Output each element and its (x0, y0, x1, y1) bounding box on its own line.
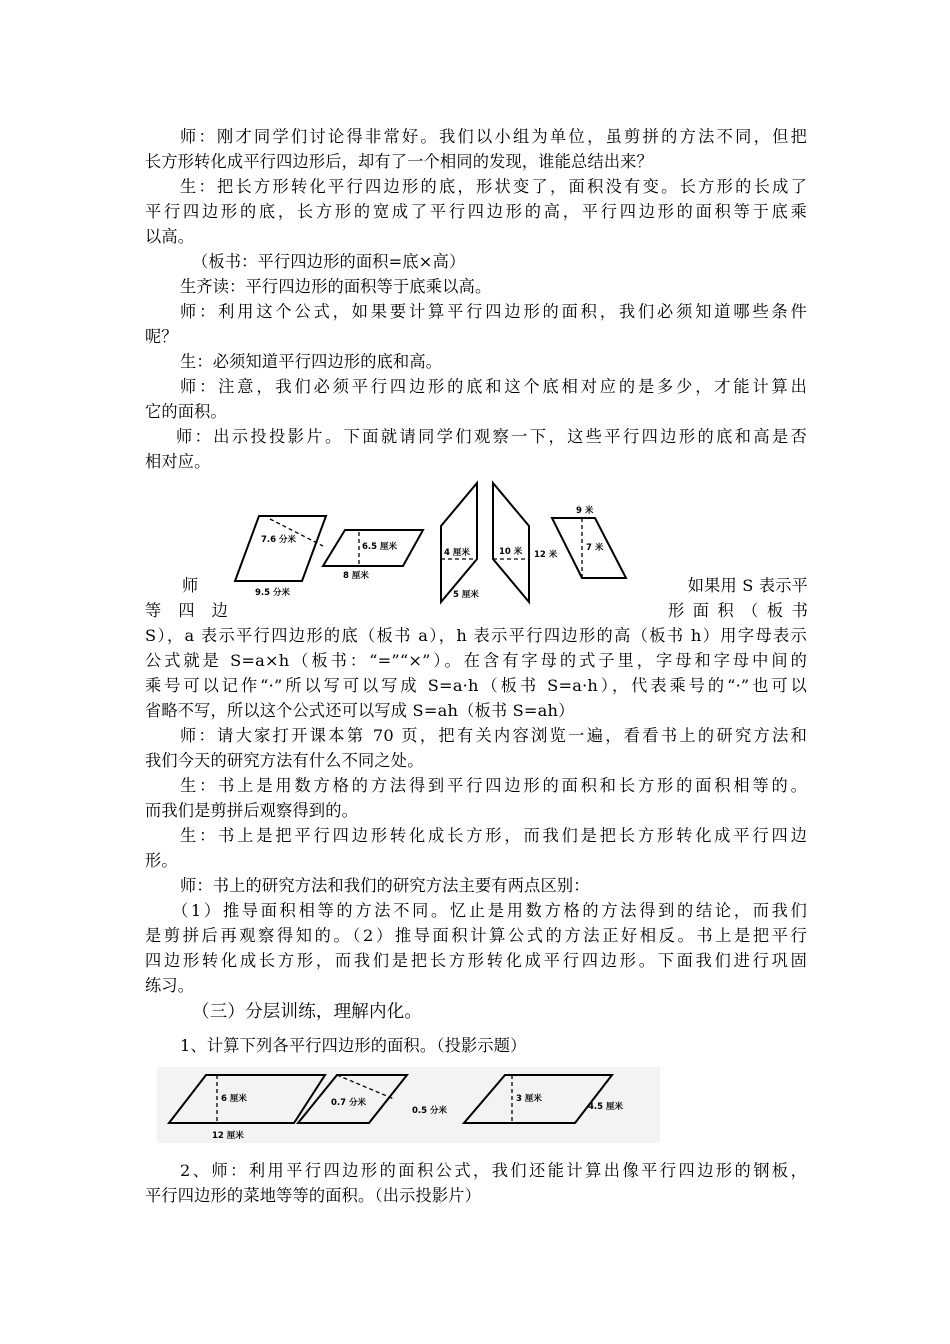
text-line: 以高。 (145, 227, 195, 246)
text-line: 是剪拼后再观察得知的。（2）推导面积计算公式的方法正好相反。书上是把平行 (145, 926, 807, 945)
text-line: 师：请大家打开课本第 70 页，把有关内容浏览一遍，看看书上的研究方法和 (180, 726, 807, 745)
text-line: 长方形转化成平行四边形后，却有了一个相同的发现，谁能总结出来？ (145, 152, 654, 171)
label-d-height: 10 米 (499, 547, 523, 557)
text-line: 生：把长方形转化平行四边形的底，形状变了，面积没有变。长方形的长成了 (180, 177, 807, 196)
text-line: 师：书上的研究方法和我们的研究方法主要有两点区别： (180, 876, 590, 895)
text-line: 师：注意，我们必须平行四边形的底和这个底相对应的是多少，才能计算出 (180, 377, 807, 396)
exercise-parallelogram-a (169, 1075, 325, 1123)
parallelogram-figure-2 (157, 1067, 660, 1143)
text-line: 公式就是 S=a×h（板书：“=”“×”）。在含有字母的式子里，字母和字母中间的 (145, 651, 807, 670)
label-ex-b-height: 0.7 分米 (331, 1098, 367, 1108)
text-line: 乘号可以记作“·”所以写可以写成 S=a·h（板书 S=a·h），代表乘号的“·”也可以 (145, 676, 807, 695)
label-d-base: 12 米 (534, 550, 558, 560)
text-line: 等 四 边 (145, 601, 234, 620)
text-line: 生：书上是把平行四边形转化成长方形，而我们是把长方形转化成平行四边 (180, 826, 807, 845)
text-line: 四边形转化成长方形，而我们是把长方形转化成平行四边形。下面我们进行巩固 (145, 951, 807, 970)
label-e-top: 9 米 (576, 506, 594, 516)
text-line: S），a 表示平行四边形的底（板书 a），h 表示平行四边形的高（板书 h）用字母表示 (145, 626, 807, 645)
board-note: （板书：平行四边形的面积=底×高） (192, 252, 466, 271)
label-e-height: 7 米 (586, 543, 604, 553)
text-line: 呢？ (145, 327, 178, 346)
text-line: 师：出示投投影片。下面就请同学们观察一下，这些平行四边形的底和高是否 (176, 427, 807, 446)
text-line: 平行四边形的底，长方形的宽成了平行四边形的高，平行四边形的面积等于底乘 (145, 202, 807, 221)
text-line: 师 (182, 576, 199, 595)
label-b-base: 8 厘米 (343, 571, 369, 581)
text-line: 形。 (145, 851, 178, 870)
exercise-2: 2、师：利用平行四边形的面积公式，我们还能计算出像平行四边形的钢板， (180, 1161, 807, 1180)
label-ex-b-base: 0.5 分米 (412, 1106, 448, 1116)
label-ex-a-base: 12 厘米 (212, 1131, 244, 1141)
text-line: 师：刚才同学们讨论得非常好。我们以小组为单位，虽剪拼的方法不同，但把 (180, 127, 807, 146)
section-heading: （三）分层训练，理解内化。 (192, 1002, 423, 1022)
label-c-height: 4 厘米 (444, 548, 470, 558)
label-ex-c-base: 4.5 厘米 (588, 1102, 624, 1112)
text-line: 生齐读：平行四边形的面积等于底乘以高。 (180, 277, 492, 296)
text-line: 如果用 S 表示平 (687, 576, 808, 595)
text-line: 我们今天的研究方法有什么不同之处。 (145, 751, 424, 770)
parallelogram-figure-1 (225, 478, 645, 606)
label-c-base: 5 厘米 (453, 590, 479, 600)
text-line: 师：利用这个公式，如果要计算平行四边形的面积，我们必须知道哪些条件 (180, 302, 807, 321)
parallelogram-a (235, 516, 326, 581)
text-line: 它的面积。 (145, 402, 227, 421)
exercise-2-cont: 平行四边形的菜地等等的面积。（出示投影片） (145, 1186, 482, 1205)
parallelogram-d (493, 483, 529, 602)
parallelogram-c (441, 483, 477, 602)
text-line: 省略不写，所以这个公式还可以写成 S=ah（板书 S=ah） (145, 701, 575, 720)
label-ex-c-height: 3 厘米 (516, 1094, 542, 1104)
text-line: （1）推导面积相等的方法不同。忆止是用数方格的方法得到的结论，而我们 (172, 901, 807, 920)
label-b-height: 6.5 厘米 (362, 542, 398, 552)
text-line: 形 面 积 （ 板 书 (668, 601, 808, 620)
text-line: 生：书上是用数方格的方法得到平行四边形的面积和长方形的面积相等的。 (180, 776, 807, 795)
label-a-height: 7.6 分米 (261, 535, 297, 545)
text-line: 相对应。 (145, 452, 211, 471)
text-line: 生：必须知道平行四边形的底和高。 (180, 352, 443, 371)
label-a-base: 9.5 分米 (255, 588, 291, 598)
text-line: 而我们是剪拼后观察得到的。 (145, 801, 359, 820)
text-line: 练习。 (145, 976, 195, 995)
label-ex-a-height: 6 厘米 (221, 1094, 247, 1104)
exercise-1: 1、计算下列各平行四边形的面积。（投影示题） (180, 1036, 527, 1055)
